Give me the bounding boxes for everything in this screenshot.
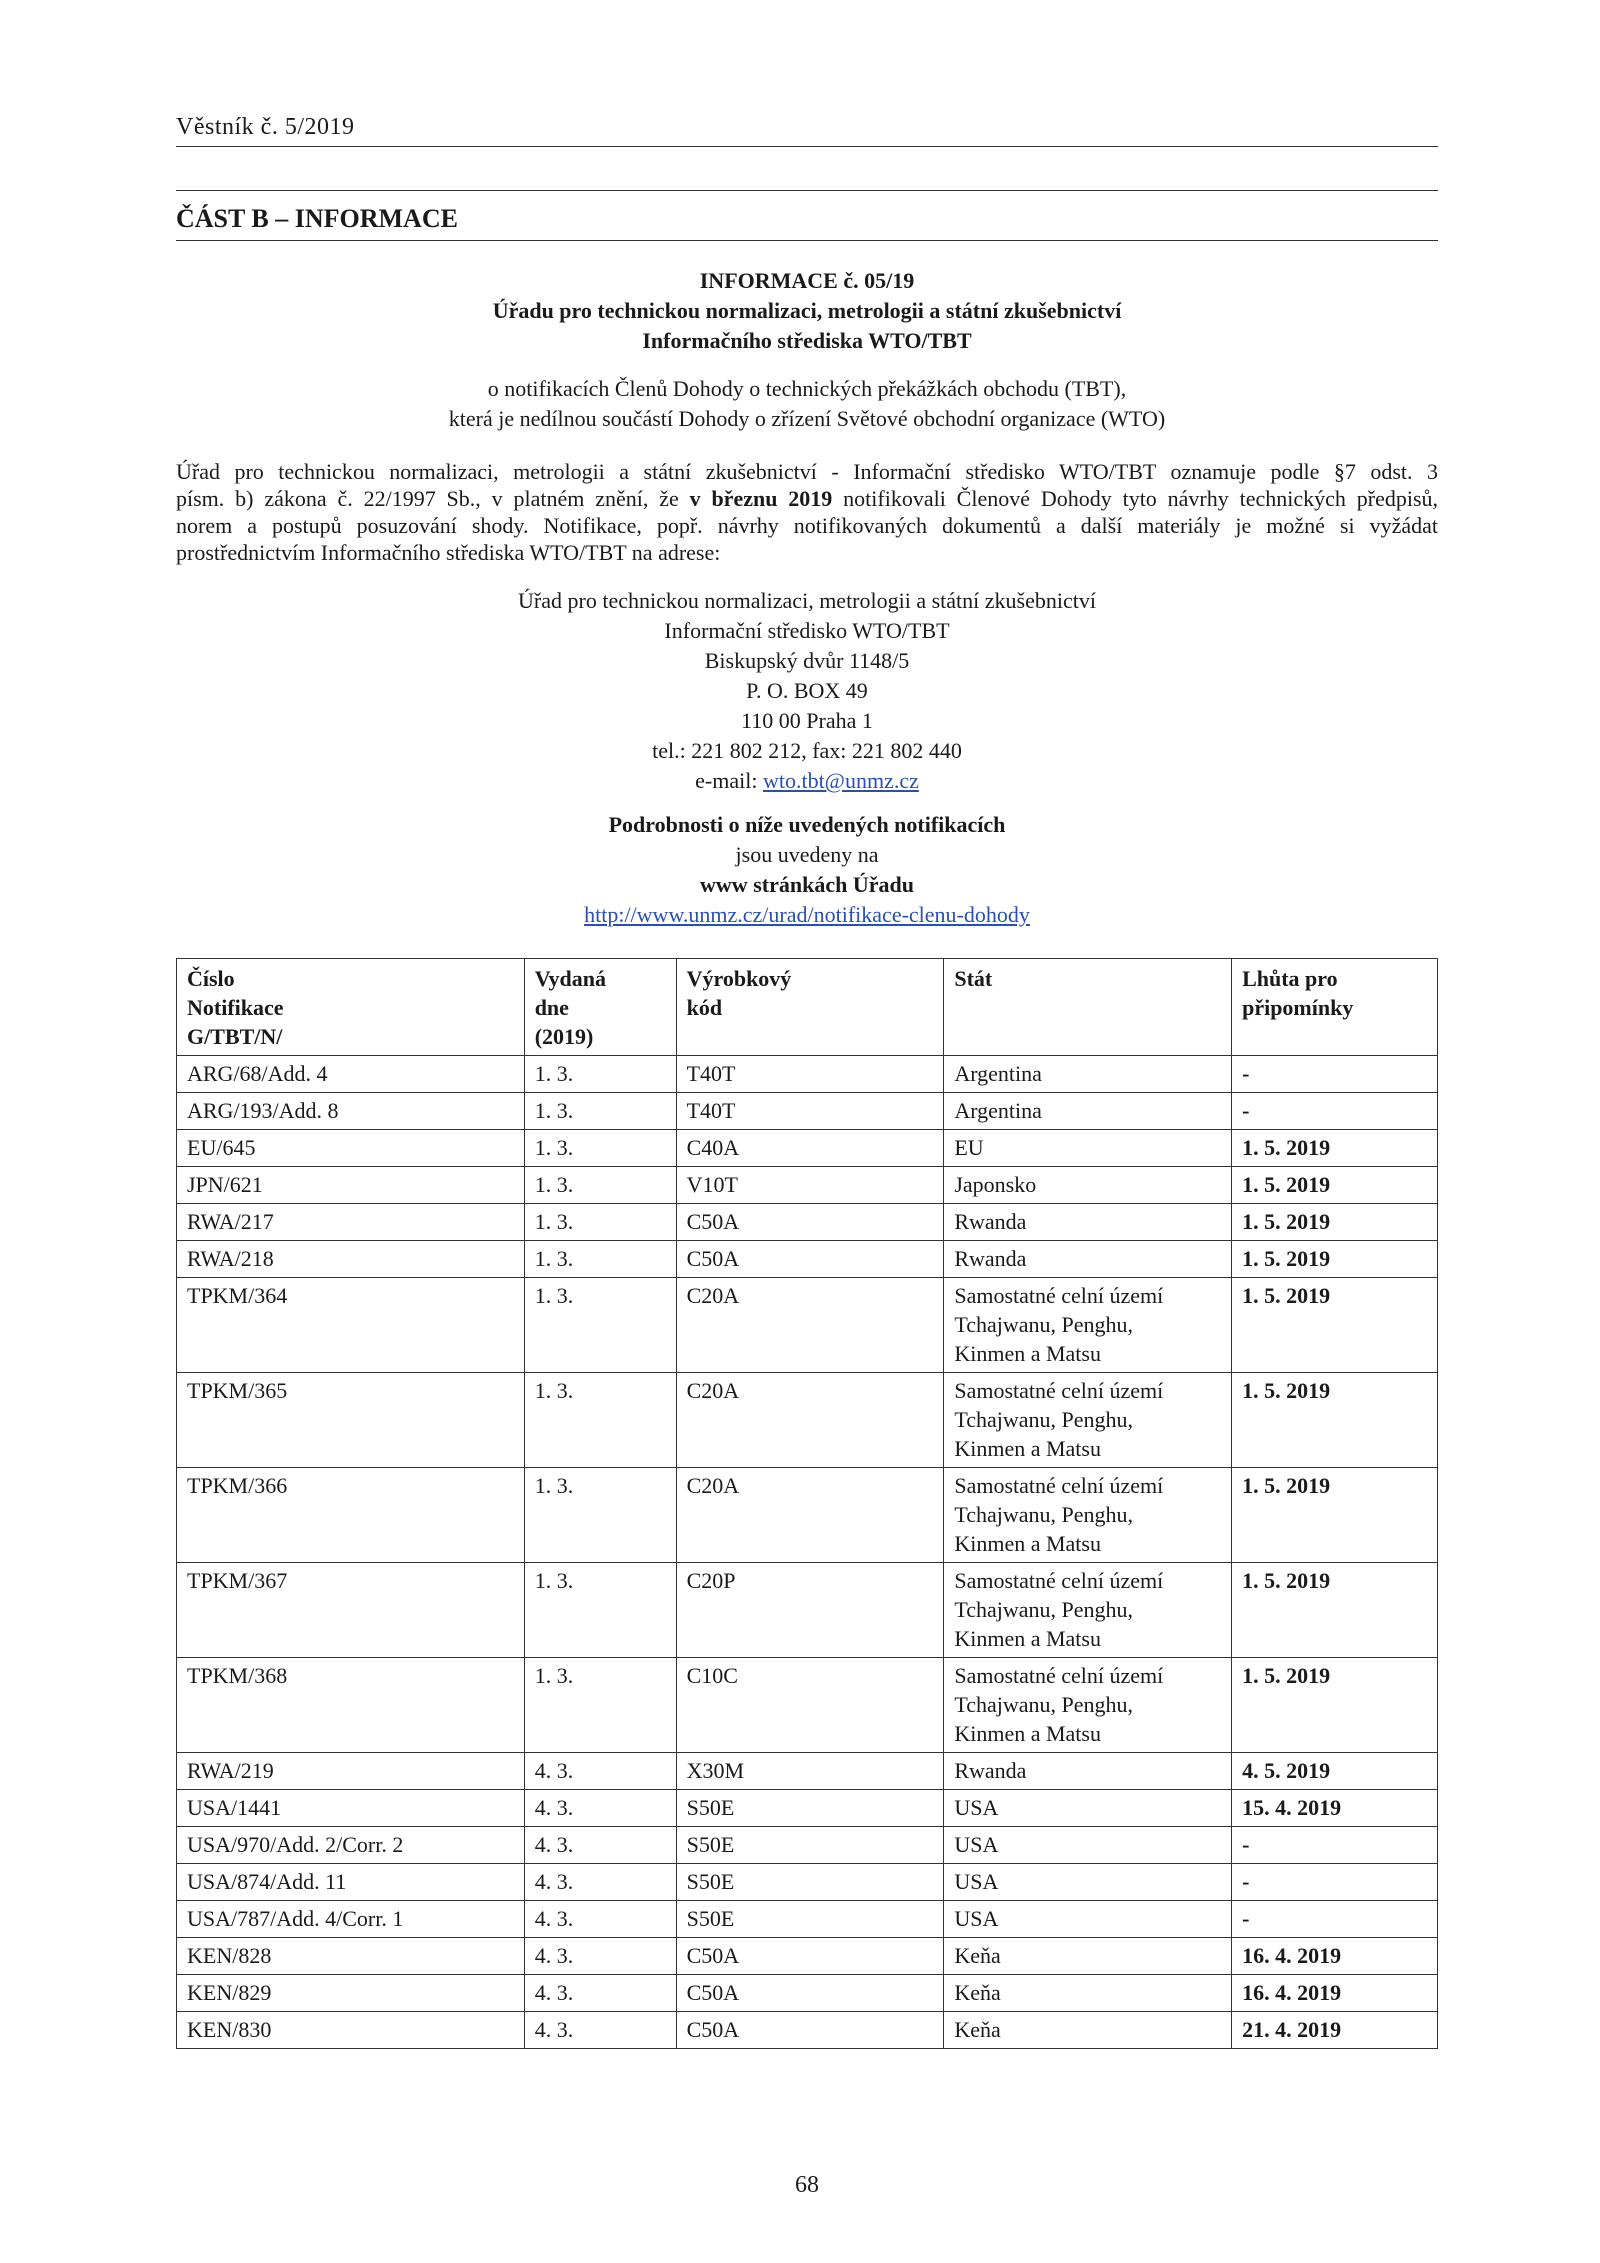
cell-product-code: V10T [676,1167,944,1204]
address-line: 110 00 Praha 1 [741,708,873,733]
intro-month-bold: v březnu 2019 [689,486,833,511]
table-row [177,1130,1438,1167]
cell-state: Rwanda [944,1241,1232,1278]
notifications-url-link[interactable]: http://www.unmz.cz/urad/notifikace-clenu-dohody [584,902,1030,927]
table-row [177,1975,1438,2012]
table-row [177,1827,1438,1864]
cell-deadline: - [1232,1864,1438,1901]
cell-issued-date: 4. 3. [524,1938,676,1975]
cell-issued-date: 1. 3. [524,1373,676,1468]
cell-notification-number: TPKM/364 [177,1278,525,1373]
cell-product-code: S50E [676,1827,944,1864]
cell-product-code: S50E [676,1790,944,1827]
section-title: ČÁST B – INFORMACE [176,204,458,233]
intro-paragraph-line: norem a postupů posuzování shody. Notifikace, popř. návrhy notifikovaných dokumentů a další materiály je možné si vyžádat [176,513,1438,538]
page-number: 68 [795,2172,819,2198]
cell-product-code: C20A [676,1373,944,1468]
cell-issued-date: 4. 3. [524,1901,676,1938]
cell-state: Argentina [944,1056,1232,1093]
cell-state: USA [944,1901,1232,1938]
details-heading: Podrobnosti o níže uvedených notifikacích [608,812,1006,837]
cell-product-code: S50E [676,1901,944,1938]
cell-issued-date: 1. 3. [524,1563,676,1658]
cell-issued-date: 4. 3. [524,2012,676,2049]
cell-product-code: C10C [676,1658,944,1753]
intro-text: notifikovali Členové Dohody tyto návrhy technických předpisů, [832,486,1439,511]
cell-product-code: T40T [676,1093,944,1130]
cell-notification-number: KEN/828 [177,1938,525,1975]
cell-issued-date: 4. 3. [524,1827,676,1864]
cell-deadline: - [1232,1901,1438,1938]
table-row [177,1658,1438,1753]
cell-product-code: T40T [676,1056,944,1093]
cell-notification-number: TPKM/365 [177,1373,525,1468]
notifications-table [176,958,1438,2049]
table-row [177,1373,1438,1468]
cell-issued-date: 1. 3. [524,1167,676,1204]
cell-issued-date: 4. 3. [524,1975,676,2012]
address-line: Informační středisko WTO/TBT [664,618,950,643]
cell-product-code: C40A [676,1130,944,1167]
cell-product-code: C50A [676,1241,944,1278]
intro-paragraph-line: prostřednictvím Informačního střediska WTO/TBT na adrese: [176,540,721,565]
table-row [177,1093,1438,1130]
info-title-block [176,266,1438,356]
address-line: tel.: 221 802 212, fax: 221 802 440 [652,738,962,763]
cell-issued-date: 1. 3. [524,1056,676,1093]
address-line: P. O. BOX 49 [746,678,868,703]
cell-deadline: 1. 5. 2019 [1232,1563,1438,1658]
cell-deadline: 4. 5. 2019 [1232,1753,1438,1790]
cell-issued-date: 4. 3. [524,1753,676,1790]
table-row [177,1790,1438,1827]
cell-issued-date: 1. 3. [524,1093,676,1130]
intro-text: písm. b) zákona č. 22/1997 Sb., v platném znění, že [176,486,690,511]
cell-state: Keňa [944,1975,1232,2012]
cell-deadline: 1. 5. 2019 [1232,1167,1438,1204]
cell-product-code: C50A [676,1938,944,1975]
cell-state: Keňa [944,1938,1232,1975]
section-rule-bottom [176,240,1438,241]
info-title-office: Úřadu pro technickou normalizaci, metrologii a státní zkušebnictví [492,298,1122,323]
cell-notification-number: TPKM/368 [177,1658,525,1753]
cell-deadline: 16. 4. 2019 [1232,1938,1438,1975]
cell-deadline: 1. 5. 2019 [1232,1373,1438,1468]
header-issued-date: Vydaná dne (2019) [524,959,676,1056]
cell-deadline: 21. 4. 2019 [1232,2012,1438,2049]
header-product-code: Výrobkový kód [676,959,944,1056]
cell-deadline: 1. 5. 2019 [1232,1204,1438,1241]
table-row [177,1056,1438,1093]
table-row [177,1563,1438,1658]
cell-deadline: - [1232,1056,1438,1093]
cell-state: Keňa [944,2012,1232,2049]
info-title: INFORMACE č. 05/19 [699,268,915,293]
cell-deadline: 16. 4. 2019 [1232,1975,1438,2012]
table-row [177,1901,1438,1938]
cell-issued-date: 1. 3. [524,1130,676,1167]
cell-product-code: C20A [676,1468,944,1563]
cell-notification-number: JPN/621 [177,1167,525,1204]
cell-state: Rwanda [944,1204,1232,1241]
email-link[interactable]: wto.tbt@unmz.cz [762,768,919,793]
cell-product-code: X30M [676,1753,944,1790]
address-line: Úřad pro technickou normalizaci, metrologii a státní zkušebnictví [518,588,1096,613]
cell-deadline: - [1232,1827,1438,1864]
cell-state: Samostatné celní území Tchajwanu, Penghu, Kinmen a Matsu [944,1373,1232,1468]
section-rule-top [176,190,1438,191]
address-line: Biskupský dvůr 1148/5 [704,648,910,673]
cell-product-code: C50A [676,1975,944,2012]
cell-notification-number: RWA/218 [177,1241,525,1278]
cell-notification-number: KEN/829 [177,1975,525,2012]
intro-paragraph-line [176,485,1438,512]
info-subtitle-line: o notifikacích Členů Dohody o technických překážkách obchodu (TBT), [487,376,1127,401]
cell-notification-number: RWA/217 [177,1204,525,1241]
table-row [177,2012,1438,2049]
cell-state: USA [944,1827,1232,1864]
cell-notification-number: KEN/830 [177,2012,525,2049]
header-notification-number: Číslo Notifikace G/TBT/N/ [177,959,525,1056]
table-body [177,1056,1438,2049]
cell-issued-date: 1. 3. [524,1204,676,1241]
info-subtitle-block [176,374,1438,434]
cell-notification-number: ARG/68/Add. 4 [177,1056,525,1093]
cell-notification-number: TPKM/367 [177,1563,525,1658]
cell-product-code: C50A [676,1204,944,1241]
cell-deadline: - [1232,1093,1438,1130]
cell-deadline: 1. 5. 2019 [1232,1241,1438,1278]
cell-deadline: 1. 5. 2019 [1232,1130,1438,1167]
cell-notification-number: ARG/193/Add. 8 [177,1093,525,1130]
cell-issued-date: 1. 3. [524,1278,676,1373]
cell-issued-date: 4. 3. [524,1790,676,1827]
details-text: jsou uvedeny na [735,842,879,867]
email-line [176,766,1438,796]
cell-deadline: 1. 5. 2019 [1232,1278,1438,1373]
cell-notification-number: TPKM/366 [177,1468,525,1563]
table-row [177,1753,1438,1790]
table-row [177,1241,1438,1278]
cell-product-code: S50E [676,1864,944,1901]
cell-deadline: 1. 5. 2019 [1232,1468,1438,1563]
intro-paragraph-line: Úřad pro technickou normalizaci, metrologii a státní zkušebnictví - Informační středisko WTO/TBT oznamuje podle §7 odst. 3 [176,459,1438,484]
address-block [176,586,1438,796]
cell-state: Samostatné celní území Tchajwanu, Penghu, Kinmen a Matsu [944,1658,1232,1753]
info-subtitle-line: která je nedílnou součástí Dohody o zřízení Světové obchodní organizace (WTO) [448,406,1166,431]
email-label: e-mail: [695,768,763,793]
cell-notification-number: USA/874/Add. 11 [177,1864,525,1901]
details-block [176,810,1438,930]
cell-product-code: C20A [676,1278,944,1373]
table-row [177,1167,1438,1204]
cell-state: Japonsko [944,1167,1232,1204]
bulletin-header: Věstník č. 5/2019 [176,114,355,140]
cell-state: USA [944,1864,1232,1901]
header-comment-deadline: Lhůta pro připomínky [1232,959,1438,1056]
cell-notification-number: EU/645 [177,1130,525,1167]
table-row [177,1468,1438,1563]
details-website-label: www stránkách Úřadu [700,872,914,897]
header-rule [176,146,1438,147]
cell-notification-number: USA/970/Add. 2/Corr. 2 [177,1827,525,1864]
table-row [177,1938,1438,1975]
cell-issued-date: 1. 3. [524,1658,676,1753]
cell-state: USA [944,1790,1232,1827]
cell-state: Rwanda [944,1753,1232,1790]
table-row [177,1204,1438,1241]
table-row [177,1278,1438,1373]
cell-issued-date: 4. 3. [524,1864,676,1901]
cell-state: Samostatné celní území Tchajwanu, Penghu, Kinmen a Matsu [944,1563,1232,1658]
header-state: Stát [944,959,1232,1056]
cell-issued-date: 1. 3. [524,1241,676,1278]
cell-product-code: C50A [676,2012,944,2049]
cell-state: EU [944,1130,1232,1167]
cell-notification-number: USA/787/Add. 4/Corr. 1 [177,1901,525,1938]
cell-notification-number: USA/1441 [177,1790,525,1827]
cell-deadline: 15. 4. 2019 [1232,1790,1438,1827]
table-row [177,1864,1438,1901]
intro-paragraph [176,458,1438,566]
cell-notification-number: RWA/219 [177,1753,525,1790]
cell-deadline: 1. 5. 2019 [1232,1658,1438,1753]
cell-issued-date: 1. 3. [524,1468,676,1563]
cell-state: Samostatné celní území Tchajwanu, Penghu, Kinmen a Matsu [944,1468,1232,1563]
table-header-row [177,959,1438,1056]
info-title-center: Informačního střediska WTO/TBT [642,328,972,353]
cell-state: Argentina [944,1093,1232,1130]
cell-state: Samostatné celní území Tchajwanu, Penghu, Kinmen a Matsu [944,1278,1232,1373]
cell-product-code: C20P [676,1563,944,1658]
